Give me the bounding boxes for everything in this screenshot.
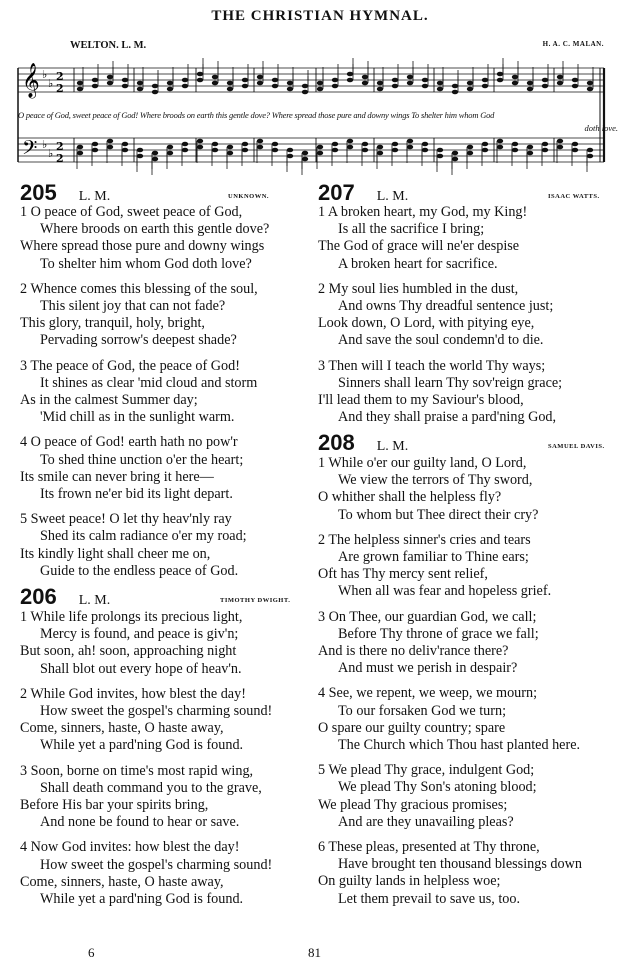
note [152, 90, 158, 95]
stanza-line: Shall blot out every hope of heav'n. [40, 660, 242, 677]
tune-name: WELTON. L. M. [70, 40, 147, 51]
stanza-line: 6 These pleas, presented at Thy throne, [318, 839, 540, 856]
stanza-line: As in the calmest Summer day; [20, 392, 198, 409]
note [287, 154, 293, 159]
stanza-line: And are they unavailing pleas? [338, 813, 514, 830]
stanza-line: A broken heart for sacrifice. [338, 255, 498, 272]
note [212, 81, 218, 86]
stanza-line: Have brought ten thousand blessings down [338, 856, 582, 873]
note [347, 78, 353, 83]
hymn-208-text [318, 455, 628, 908]
hymn-206-heading [20, 584, 110, 610]
stanza [20, 839, 315, 908]
stanza-line: And none be found to hear or save. [40, 814, 240, 831]
note [122, 78, 128, 83]
note [302, 151, 308, 156]
note [362, 148, 368, 153]
note [242, 148, 248, 153]
note [197, 145, 203, 150]
note [287, 87, 293, 92]
note [227, 145, 233, 150]
note [512, 75, 518, 80]
note [152, 84, 158, 89]
note [197, 78, 203, 83]
note [332, 148, 338, 153]
stanza-line: The Church which Thou hast planted here. [338, 737, 581, 754]
note [137, 154, 143, 159]
note [347, 72, 353, 77]
note [212, 75, 218, 80]
note [467, 145, 473, 150]
stanza [20, 511, 315, 580]
note [377, 87, 383, 92]
stanza-line: How sweet the gospel's charming sound! [40, 703, 273, 720]
bass-clef-icon: 𝄢 [22, 136, 38, 164]
stanza-line: To our forsaken God we turn; [338, 702, 507, 719]
stanza-line: Where spread those pure and downy wings [20, 238, 265, 255]
page-header: THE CHRISTIAN HYMNAL. [211, 8, 429, 24]
note [107, 139, 113, 144]
hymn-author: TIMOTHY DWIGHT. [220, 597, 291, 604]
stanza-line: 2 My soul lies humbled in the dust, [318, 280, 519, 297]
stanza-line: Before His bar your spirits bring, [20, 797, 209, 814]
note [347, 139, 353, 144]
hymn-number: 208 [318, 430, 355, 455]
note [122, 84, 128, 89]
stanza-line: 1 While life prolongs its precious light, [20, 609, 243, 625]
note [407, 81, 413, 86]
svg-text:2: 2 [56, 82, 64, 95]
note [437, 81, 443, 86]
stanza-line: 3 The peace of God, the peace of God! [20, 357, 240, 374]
stanza-line: 2 Whence comes this blessing of the soul, [20, 280, 258, 297]
note [527, 151, 533, 156]
hymn-208-heading [318, 430, 408, 456]
stanza-line: To shelter him whom God doth love? [40, 255, 252, 272]
note [302, 157, 308, 162]
stanza-line: While yet a pard'ning God is found. [40, 891, 244, 908]
note [377, 145, 383, 150]
stanza-line: While yet a pard'ning God is found. [40, 737, 244, 754]
note [542, 142, 548, 147]
note [92, 84, 98, 89]
stanza-line: I'll lead them to my Saviour's blood, [318, 392, 524, 409]
hymn-207-heading [318, 180, 408, 206]
note [392, 148, 398, 153]
stanza-line: Guide to the endless peace of God. [40, 562, 239, 579]
note [482, 142, 488, 147]
note [302, 84, 308, 89]
note [377, 81, 383, 86]
note [182, 84, 188, 89]
stanza-line: 1 O peace of God, sweet peace of God, [20, 204, 243, 220]
stanza [318, 204, 628, 273]
note [422, 142, 428, 147]
note [557, 81, 563, 86]
stanza-line: To shed thine unction o'er the heart; [40, 451, 244, 468]
stanza [318, 532, 628, 601]
stanza [318, 609, 628, 678]
note [77, 145, 83, 150]
note [107, 75, 113, 80]
note [257, 139, 263, 144]
note [527, 81, 533, 86]
note [362, 75, 368, 80]
stanza-line: And they shall praise a pard'ning God, [338, 409, 557, 426]
stanza [20, 686, 315, 755]
stanza-line: The God of grace will ne'er despise [318, 238, 520, 255]
note [407, 75, 413, 80]
note [227, 151, 233, 156]
stanza-line: Is all the sacrifice I bring; [338, 221, 485, 238]
note [227, 81, 233, 86]
stanza-line: 5 Sweet peace! O let thy heav'nly ray [20, 511, 232, 528]
page-footer-left: 6 [88, 945, 95, 960]
note [467, 151, 473, 156]
note [107, 145, 113, 150]
note [92, 148, 98, 153]
stanza-line: Its frown ne'er bid its light depart. [40, 486, 233, 503]
note [452, 157, 458, 162]
note [182, 148, 188, 153]
stanza-line: 2 While God invites, how blest the day! [20, 685, 246, 702]
stanza-line: And owns Thy dreadful sentence just; [338, 298, 554, 315]
stanza [318, 281, 628, 350]
note [422, 148, 428, 153]
hymn-author: ISAAC WATTS. [548, 193, 600, 200]
hymn-meter: L. M. [78, 593, 111, 608]
note [452, 151, 458, 156]
stanza-line: Shall death command you to the grave, [40, 779, 262, 796]
note [167, 145, 173, 150]
note [242, 142, 248, 147]
note [527, 145, 533, 150]
hymn-205-heading [20, 180, 110, 206]
hymn-205-text [20, 204, 315, 580]
stanza-line: 3 Then will I teach the world Thy ways; [318, 357, 546, 374]
stanza-line: To whom but Thee direct their cry? [338, 506, 539, 523]
note [137, 81, 143, 86]
hymn-number: 205 [20, 180, 57, 205]
stanza [20, 358, 315, 427]
svg-text:♭: ♭ [48, 77, 54, 90]
stanza-line: We plead Thy gracious promises; [318, 796, 508, 813]
note [77, 87, 83, 92]
note [587, 81, 593, 86]
note [302, 90, 308, 95]
note [332, 142, 338, 147]
hymn-meter: L. M. [376, 439, 409, 454]
stanza [318, 762, 628, 831]
note [482, 148, 488, 153]
stanza-line: Look down, O Lord, with pitying eye, [318, 315, 535, 332]
stanza-line: 4 Now God invites: how blest the day! [20, 839, 240, 856]
note [437, 87, 443, 92]
music-underlay-text: O peace of God, sweet peace of God! Where broods on earth this gentle dove? Where spread those pure and downy wings To shelter him whom God [18, 110, 495, 120]
note [317, 145, 323, 150]
note [572, 78, 578, 83]
stanza-line: This glory, tranquil, holy, bright, [20, 315, 205, 332]
stanza-line: Shed its calm radiance o'er my road; [40, 528, 247, 545]
stanza [20, 434, 315, 503]
note [407, 139, 413, 144]
note [167, 151, 173, 156]
note [392, 142, 398, 147]
stanza [318, 839, 628, 908]
stanza-line: Oft has Thy mercy sent relief, [318, 566, 488, 583]
note [512, 142, 518, 147]
stanza-line: 5 We plead Thy grace, indulgent God; [318, 762, 535, 779]
note [92, 78, 98, 83]
stanza-line: 4 O peace of God! earth hath no pow'r [20, 434, 238, 451]
note [497, 145, 503, 150]
stanza-line: How sweet the gospel's charming sound! [40, 856, 273, 873]
note [512, 148, 518, 153]
stanza [318, 455, 628, 524]
stanza-line: 1 While o'er our guilty land, O Lord, [318, 455, 527, 471]
note [152, 151, 158, 156]
stanza-line: Its smile can never bring it here— [20, 468, 214, 485]
stanza-line: 'Mid chill as in the sunlight warm. [40, 409, 235, 426]
note [197, 72, 203, 77]
note [437, 154, 443, 159]
hymn-author: SAMUEL DAVIS. [548, 443, 605, 450]
stanza-line: Pervading sorrow's deepest shade? [40, 332, 237, 349]
stanza-line: It shines as clear 'mid cloud and storm [40, 374, 258, 391]
hymn-number: 207 [318, 180, 355, 205]
note [362, 142, 368, 147]
note [422, 78, 428, 83]
note [362, 81, 368, 86]
note [167, 81, 173, 86]
note [527, 87, 533, 92]
note [212, 148, 218, 153]
svg-text:♭: ♭ [48, 147, 54, 160]
note [317, 81, 323, 86]
note [392, 84, 398, 89]
note [497, 78, 503, 83]
note [182, 78, 188, 83]
note [587, 154, 593, 159]
note [467, 81, 473, 86]
note [257, 145, 263, 150]
stanza-line: Mercy is found, and peace is giv'n; [40, 626, 239, 643]
note [587, 87, 593, 92]
stanza-line: And save the soul condemn'd to die. [338, 332, 544, 349]
note [467, 87, 473, 92]
note [122, 142, 128, 147]
note [317, 151, 323, 156]
stanza-line: Where broods on earth this gentle dove? [40, 221, 270, 238]
note [182, 142, 188, 147]
stanza-line: 3 On Thee, our guardian God, we call; [318, 608, 537, 625]
note [482, 84, 488, 89]
note [407, 145, 413, 150]
note [257, 81, 263, 86]
svg-text:♭: ♭ [42, 138, 48, 151]
stanza-line: When all was fear and hopeless grief. [338, 583, 552, 600]
stanza-line: 3 Soon, borne on time's most rapid wing, [20, 762, 254, 779]
note [122, 148, 128, 153]
note [542, 148, 548, 153]
note [317, 87, 323, 92]
note [572, 148, 578, 153]
note [587, 148, 593, 153]
note [107, 81, 113, 86]
stanza-line: 1 A broken heart, my God, my King! [318, 204, 528, 220]
note [452, 84, 458, 89]
note [272, 148, 278, 153]
note [137, 87, 143, 92]
treble-clef-icon: 𝄞 [22, 63, 40, 98]
note [557, 75, 563, 80]
stanza-line: And must we perish in despair? [338, 660, 518, 677]
stanza-line: Come, sinners, haste, O haste away, [20, 720, 224, 737]
note [272, 78, 278, 83]
note [212, 142, 218, 147]
stanza-line: Its kindly light shall cheer me on, [20, 545, 211, 562]
note [242, 78, 248, 83]
note [197, 139, 203, 144]
note [77, 151, 83, 156]
note [272, 84, 278, 89]
note [557, 139, 563, 144]
stanza-line: O whither shall the helpless fly? [318, 489, 502, 506]
hymn-meter: L. M. [78, 189, 111, 204]
stanza-line: 4 See, we repent, we weep, we mourn; [318, 685, 538, 702]
note [557, 145, 563, 150]
stanza-line: We plead Thy Son's atoning blood; [338, 779, 537, 796]
note [572, 84, 578, 89]
note [497, 72, 503, 77]
stanza [20, 281, 315, 350]
note [92, 142, 98, 147]
stanza-line: Come, sinners, haste, O haste away, [20, 873, 224, 890]
svg-text:2: 2 [56, 152, 64, 165]
note [167, 87, 173, 92]
note [77, 81, 83, 86]
hymn-meter: L. M. [376, 189, 409, 204]
stanza [20, 609, 315, 678]
note [497, 139, 503, 144]
note [422, 84, 428, 89]
note [272, 142, 278, 147]
stanza-line: 2 The helpless sinner's cries and tears [318, 531, 531, 548]
stanza-line: And is there no deliv'rance there? [318, 643, 509, 660]
note [572, 142, 578, 147]
note [347, 145, 353, 150]
stanza-line: O spare our guilty country; spare [318, 719, 506, 736]
svg-text:2: 2 [56, 140, 64, 153]
note [242, 84, 248, 89]
note [152, 157, 158, 162]
stanza-line: Before Thy throne of grace we fall; [338, 625, 539, 642]
note [542, 78, 548, 83]
note [227, 87, 233, 92]
stanza-line: On guilty lands in helpless woe; [318, 873, 501, 890]
note [392, 78, 398, 83]
stanza-line: Sinners shall learn Thy sov'reign grace; [338, 374, 563, 391]
hymn-206-text [20, 609, 315, 908]
stanza-line: Are grown familiar to Thine ears; [338, 549, 529, 566]
stanza [318, 685, 628, 754]
stanza [20, 204, 315, 273]
svg-text:2: 2 [56, 70, 64, 83]
note [332, 84, 338, 89]
note [452, 90, 458, 95]
note [512, 81, 518, 86]
hymn-number: 206 [20, 584, 57, 609]
svg-text:♭: ♭ [42, 68, 48, 81]
page-number: 81 [308, 945, 321, 960]
note [377, 151, 383, 156]
note [542, 84, 548, 89]
treble-staff [18, 68, 604, 92]
stanza-line: We view the terrors of Thy sword, [338, 472, 533, 489]
note [437, 148, 443, 153]
note [332, 78, 338, 83]
stanza [20, 763, 315, 832]
music-underlay-text-end: doth love. [584, 123, 618, 133]
note [287, 81, 293, 86]
note [287, 148, 293, 153]
tune-composer: H. A. C. MALAN. [542, 40, 604, 48]
stanza-line: But soon, ah! soon, approaching night [20, 643, 237, 660]
stanza [318, 358, 628, 427]
hymn-207-text [318, 204, 628, 426]
stanza-line: This silent joy that can not fade? [40, 298, 226, 315]
note [137, 148, 143, 153]
stanza-line: Let them prevail to save us, too. [338, 890, 521, 907]
note [257, 75, 263, 80]
note [482, 78, 488, 83]
hymn-author: UNKNOWN. [228, 193, 270, 200]
